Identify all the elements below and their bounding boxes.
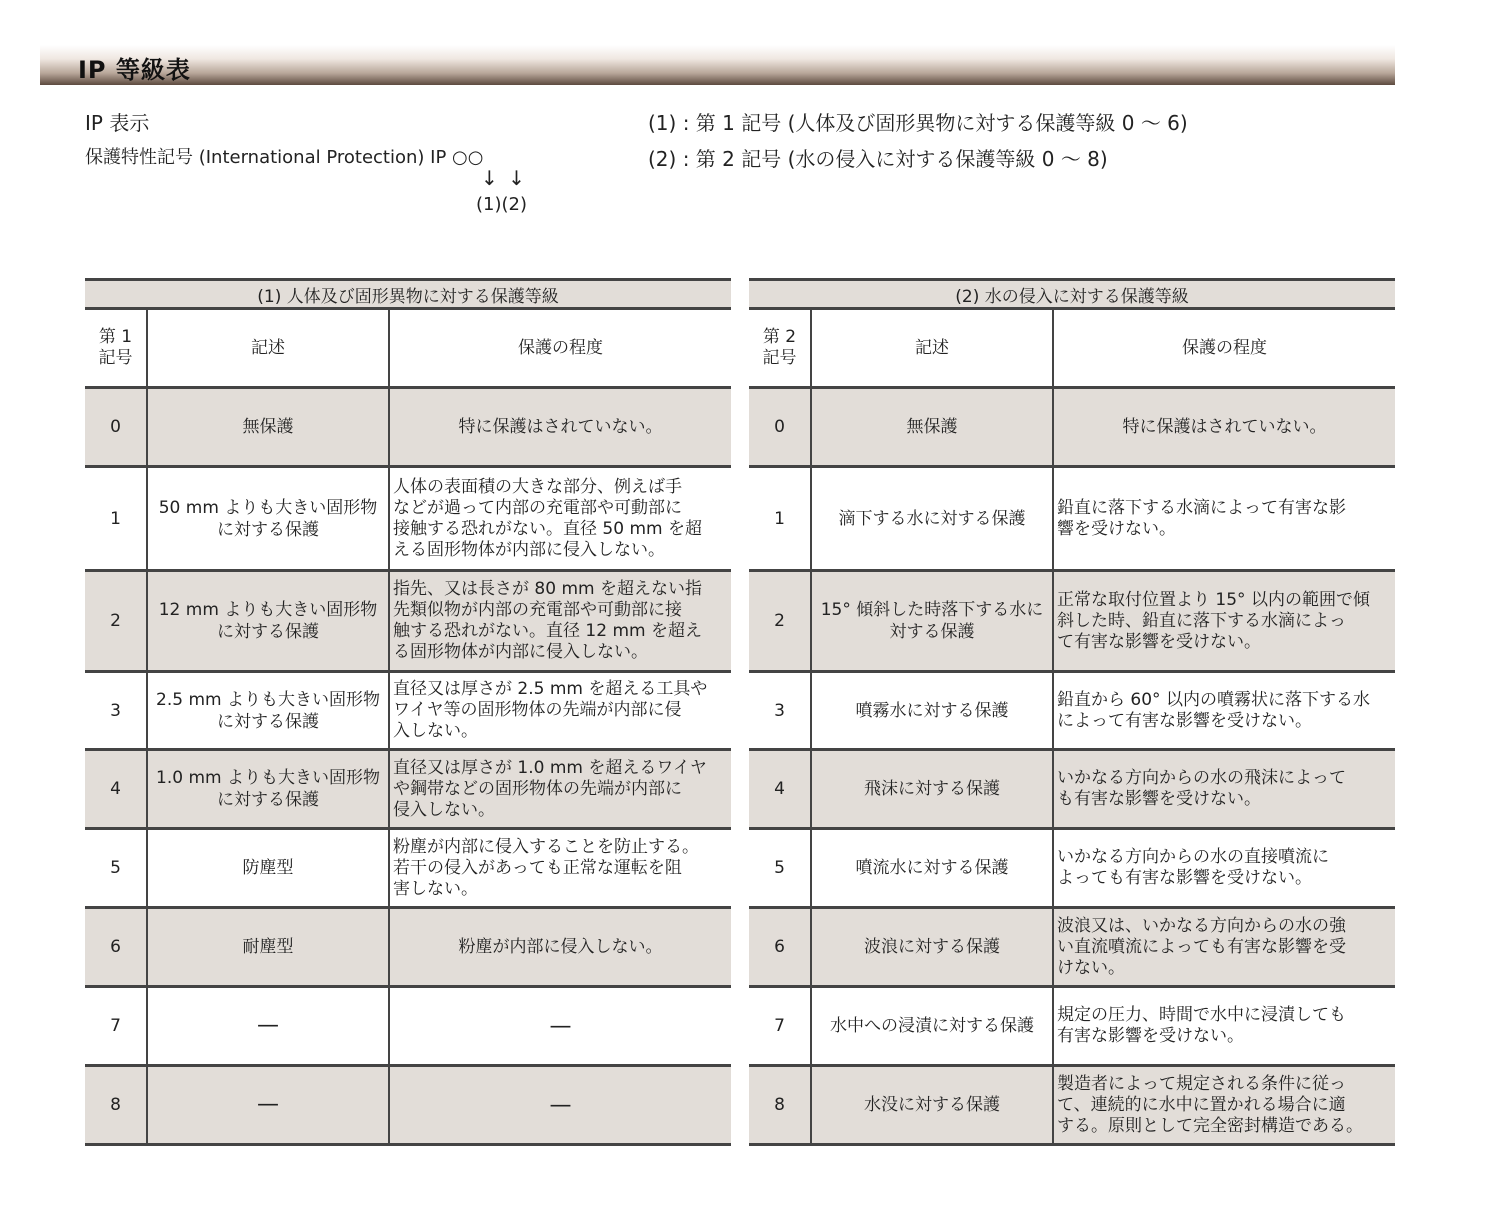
intro-ip-display: IP 表示	[85, 111, 150, 135]
table-caption: (2) 水の侵入に対する保護等級	[749, 280, 1395, 309]
description-cell: 無保護	[811, 388, 1053, 467]
table-caption: (1) 人体及び固形異物に対する保護等級	[85, 280, 731, 309]
table-row	[85, 1066, 731, 1145]
table-row	[749, 388, 1395, 467]
description-cell: 水没に対する保護	[811, 1066, 1053, 1145]
degree-cell: 規定の圧力、時間で水中に浸漬しても 有害な影響を受けない。	[1053, 987, 1395, 1066]
code-cell: 4	[85, 750, 147, 829]
table-row	[749, 987, 1395, 1066]
table-row	[749, 467, 1395, 571]
col-header-description: 記述	[147, 309, 389, 388]
description-cell: 飛沫に対する保護	[811, 750, 1053, 829]
degree-cell: —	[389, 987, 731, 1066]
degree-cell: いかなる方向からの水の直接噴流に よっても有害な影響を受けない。	[1053, 829, 1395, 908]
description-cell: 12 mm よりも大きい固形物 に対する保護	[147, 571, 389, 672]
table-row	[85, 750, 731, 829]
description-cell: 噴流水に対する保護	[811, 829, 1053, 908]
code-cell: 2	[749, 571, 811, 672]
table-row	[749, 750, 1395, 829]
water-protection-table	[749, 278, 1395, 1146]
table-row	[749, 672, 1395, 750]
description-cell: 50 mm よりも大きい固形物 に対する保護	[147, 467, 389, 571]
description-cell: 噴霧水に対する保護	[811, 672, 1053, 750]
code-cell: 1	[85, 467, 147, 571]
code-cell: 0	[85, 388, 147, 467]
description-cell: 1.0 mm よりも大きい固形物 に対する保護	[147, 750, 389, 829]
solid-protection-table	[85, 278, 731, 1146]
code-cell: 0	[749, 388, 811, 467]
degree-cell: いかなる方向からの水の飛沫によって も有害な影響を受けない。	[1053, 750, 1395, 829]
col-header-code: 第 2 記号	[749, 309, 811, 388]
table-row	[85, 829, 731, 908]
intro-arrows: ↓ ↓	[481, 166, 527, 190]
intro-protection-code: 保護特性記号 (International Protection) IP ○○	[85, 147, 484, 168]
degree-cell: 正常な取付位置より 15° 以内の範囲で傾 斜した時、鉛直に落下する水滴によっ て有害な影響を受けない。	[1053, 571, 1395, 672]
description-cell: 防塵型	[147, 829, 389, 908]
degree-cell: 粉塵が内部に侵入しない。	[389, 908, 731, 987]
code-cell: 8	[749, 1066, 811, 1145]
col-header-code: 第 1 記号	[85, 309, 147, 388]
degree-cell: 製造者によって規定される条件に従っ て、連続的に水中に置かれる場合に適 する。原則として完全密封構造である。	[1053, 1066, 1395, 1145]
description-cell: 2.5 mm よりも大きい固形物 に対する保護	[147, 672, 389, 750]
degree-cell: 特に保護はされていない。	[389, 388, 731, 467]
code-cell: 1	[749, 467, 811, 571]
degree-cell: 指先、又は長さが 80 mm を超えない指 先類似物が内部の充電部や可動部に接 触する恐れがない。直径 12 mm を超え る固形物体が内部に侵入しない。	[389, 571, 731, 672]
table-row	[85, 672, 731, 750]
code-cell: 5	[85, 829, 147, 908]
code-cell: 6	[85, 908, 147, 987]
table-row	[749, 908, 1395, 987]
legend-first-digit: (1) : 第 1 記号 (人体及び固形異物に対する保護等級 0 ～ 6)	[648, 111, 1188, 135]
table-row	[85, 571, 731, 672]
description-cell: 耐塵型	[147, 908, 389, 987]
code-cell: 3	[749, 672, 811, 750]
description-cell: 無保護	[147, 388, 389, 467]
degree-cell: 直径又は厚さが 1.0 mm を超えるワイヤ や鋼帯などの固形物体の先端が内部に 侵入しない。	[389, 750, 731, 829]
code-cell: 7	[85, 987, 147, 1066]
description-cell: 15° 傾斜した時落下する水に 対する保護	[811, 571, 1053, 672]
code-cell: 2	[85, 571, 147, 672]
degree-cell: 特に保護はされていない。	[1053, 388, 1395, 467]
code-cell: 5	[749, 829, 811, 908]
description-cell: —	[147, 987, 389, 1066]
degree-cell: 人体の表面積の大きな部分、例えば手 などが過って内部の充電部や可動部に 接触する恐れがない。直径 50 mm を超 える固形物体が内部に侵入しない。	[389, 467, 731, 571]
degree-cell: 粉塵が内部に侵入することを防止する。 若干の侵入があっても正常な運転を阻 害しない。	[389, 829, 731, 908]
code-cell: 4	[749, 750, 811, 829]
legend-second-digit: (2) : 第 2 記号 (水の侵入に対する保護等級 0 ～ 8)	[648, 147, 1108, 171]
col-header-description: 記述	[811, 309, 1053, 388]
table-row	[749, 829, 1395, 908]
page-title: IP 等級表	[78, 56, 191, 84]
code-cell: 6	[749, 908, 811, 987]
table-row	[85, 908, 731, 987]
degree-cell: —	[389, 1066, 731, 1145]
code-cell: 7	[749, 987, 811, 1066]
col-header-degree: 保護の程度	[389, 309, 731, 388]
table-row	[749, 1066, 1395, 1145]
code-cell: 8	[85, 1066, 147, 1145]
description-cell: 水中への浸漬に対する保護	[811, 987, 1053, 1066]
intro-digits: (1)(2)	[476, 194, 527, 215]
description-cell: 滴下する水に対する保護	[811, 467, 1053, 571]
title-bar	[40, 45, 1395, 85]
description-cell: 波浪に対する保護	[811, 908, 1053, 987]
table-row	[749, 571, 1395, 672]
degree-cell: 鉛直に落下する水滴によって有害な影 響を受けない。	[1053, 467, 1395, 571]
table-row	[85, 987, 731, 1066]
description-cell: —	[147, 1066, 389, 1145]
table-row	[85, 388, 731, 467]
degree-cell: 鉛直から 60° 以内の噴霧状に落下する水 によって有害な影響を受けない。	[1053, 672, 1395, 750]
col-header-degree: 保護の程度	[1053, 309, 1395, 388]
degree-cell: 直径又は厚さが 2.5 mm を超える工具や ワイヤ等の固形物体の先端が内部に侵 入しない。	[389, 672, 731, 750]
degree-cell: 波浪又は、いかなる方向からの水の強 い直流噴流によっても有害な影響を受 けない。	[1053, 908, 1395, 987]
table-row	[85, 467, 731, 571]
code-cell: 3	[85, 672, 147, 750]
